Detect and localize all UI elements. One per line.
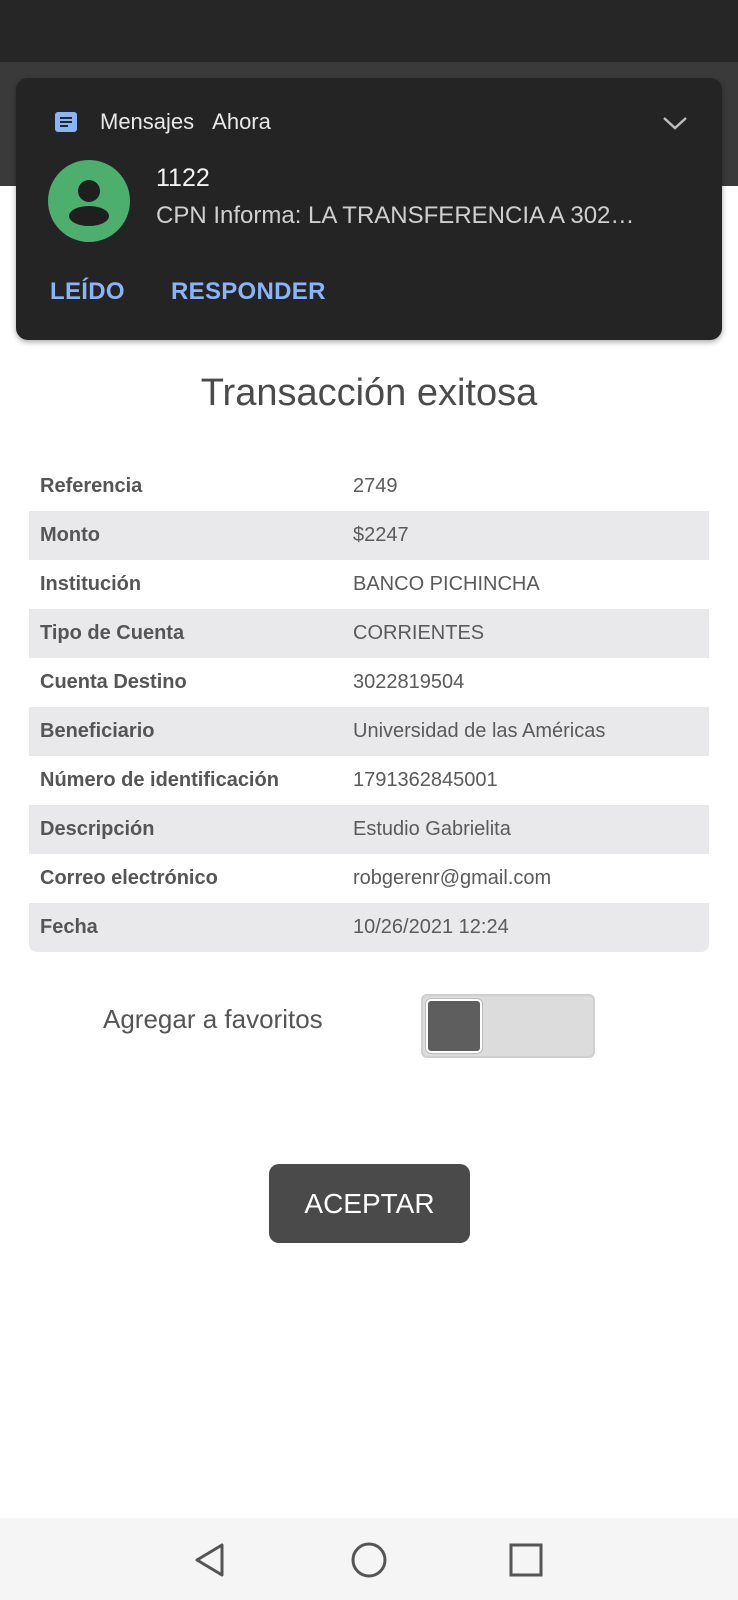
home-circle-icon[interactable] xyxy=(349,1540,389,1580)
detail-row-description xyxy=(29,805,709,854)
detail-row-amount xyxy=(29,511,709,560)
transaction-details-table xyxy=(29,462,709,952)
detail-value: 3022819504 xyxy=(353,671,465,693)
chevron-down-icon[interactable] xyxy=(660,108,690,138)
favorites-label: Agregar a favoritos xyxy=(103,1004,323,1034)
detail-value: $2247 xyxy=(353,524,409,546)
detail-row-destination-account xyxy=(29,658,709,707)
detail-label: Monto xyxy=(40,524,100,546)
detail-label: Descripción xyxy=(40,818,155,840)
notification-sender: 1122 xyxy=(156,164,210,192)
detail-label: Tipo de Cuenta xyxy=(40,622,185,644)
detail-row-account-type xyxy=(29,609,709,658)
navigation-bar xyxy=(0,1518,738,1600)
favorites-toggle[interactable] xyxy=(421,994,595,1058)
notification-message: CPN Informa: LA TRANSFERENCIA A 302… xyxy=(156,202,635,229)
detail-value: 1791362845001 xyxy=(353,769,498,791)
detail-value: Universidad de las Américas xyxy=(353,720,606,742)
reply-button[interactable]: RESPONDER xyxy=(171,278,326,305)
detail-label: Correo electrónico xyxy=(40,867,218,889)
detail-row-date xyxy=(29,903,709,952)
detail-value: 10/26/2021 12:24 xyxy=(353,916,509,938)
detail-row-reference xyxy=(29,462,709,511)
detail-label: Cuenta Destino xyxy=(40,671,187,693)
accept-button[interactable]: ACEPTAR xyxy=(269,1164,470,1243)
detail-label: Fecha xyxy=(40,916,98,938)
detail-label: Referencia xyxy=(40,475,143,497)
toggle-knob[interactable] xyxy=(426,999,482,1053)
mark-read-button[interactable]: LEÍDO xyxy=(50,278,125,305)
page-title: Transacción exitosa xyxy=(200,372,538,414)
person-avatar-icon xyxy=(48,160,130,242)
detail-row-institution xyxy=(29,560,709,609)
detail-value: CORRIENTES xyxy=(353,622,485,644)
status-bar xyxy=(0,0,738,62)
recents-square-icon[interactable] xyxy=(506,1540,546,1580)
detail-row-email xyxy=(29,854,709,903)
detail-label: Número de identificación xyxy=(40,769,279,791)
detail-value: 2749 xyxy=(353,475,398,497)
detail-row-id-number xyxy=(29,756,709,805)
detail-value: BANCO PICHINCHA xyxy=(353,573,540,595)
notification-header xyxy=(52,104,271,140)
detail-value: robgerenr@gmail.com xyxy=(353,867,552,889)
notification-card[interactable] xyxy=(16,78,722,340)
detail-row-beneficiary xyxy=(29,707,709,756)
message-icon xyxy=(52,108,80,136)
notification-app-name: Mensajes xyxy=(100,109,195,134)
back-triangle-icon[interactable] xyxy=(191,1540,231,1580)
notification-time: Ahora xyxy=(212,109,271,134)
detail-label: Beneficiario xyxy=(40,720,155,742)
detail-label: Institución xyxy=(40,573,142,595)
detail-value: Estudio Gabrielita xyxy=(353,818,511,840)
